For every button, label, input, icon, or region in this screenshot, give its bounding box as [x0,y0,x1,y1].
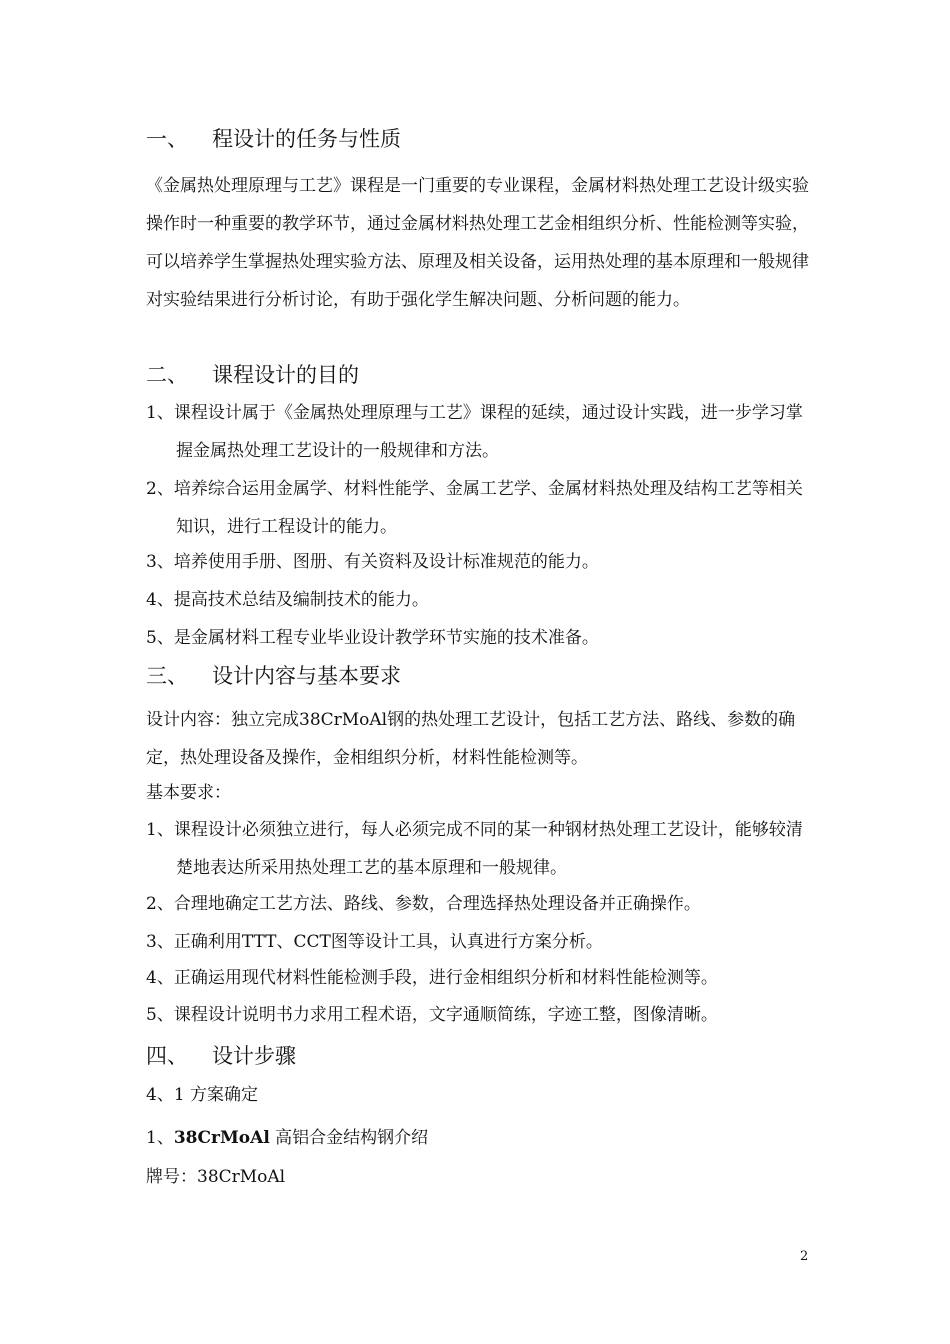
requirement-item-4: 4、正确运用现代材料性能检测手段，进行金相组织分析和材料性能检测等。 [146,968,718,988]
purpose-item-1: 1、课程设计属于《金属热处理原理与工艺》课程的延续，通过设计实践，进一步学习掌握金属热处理工艺设计的一般规律和方法。 [146,403,803,461]
section-4-heading [146,1040,296,1070]
section-3-number: 三、 [146,664,188,688]
requirement-item-1: 1、课程设计必须独立进行，每人必须完成不同的某一种钢材热处理工艺设计，能够较清楚地表达所采用热处理工艺的基本原理和一般规律。 [146,820,803,878]
steel-grade-bold: 38CrMoAl [173,1128,270,1148]
purpose-item-3: 3、培养使用手册、图册、有关资料及设计标准规范的能力。 [146,552,599,572]
section-3-heading [146,660,401,690]
section-4-number: 四、 [146,1044,188,1068]
steel-intro-prefix: 1、 [146,1128,174,1148]
purpose-item-4: 4、提高技术总结及编制技术的能力。 [146,590,429,610]
section-2-number: 二、 [146,363,188,387]
steel-intro-item [146,1119,818,1157]
requirement-item-3: 3、正确利用TTT、CCT图等设计工具，认真进行方案分析。 [146,932,603,952]
section-1-number: 一、 [146,127,188,151]
section-1-heading [146,123,401,153]
section-2-title: 课程设计的目的 [212,363,359,387]
section-4-title: 设计步骤 [212,1044,296,1068]
design-content: 设计内容：独立完成38CrMoAl钢的热处理工艺设计，包括工艺方法、路线、参数的确定，热处理设备及操作，金相组织分析，材料性能检测等。 [146,710,796,768]
purpose-item-2: 2、培养综合运用金属学、材料性能学、金属工艺学、金属材料热处理及结构工艺等相关知识，进行工程设计的能力。 [146,479,803,537]
section-1-body: 《金属热处理原理与工艺》课程是一门重要的专业课程，金属材料热处理工艺设计级实验操作时一种重要的教学环节，通过金属材料热处理工艺金相组织分析、性能检测等实验，可以培养学生掌握热处理实验方法、原理及相关设备，运用热处理的基本原理和一般规律对实验结果进行分析讨论，有助于强化学生解决问题、分析问题的能力。 [146,176,809,310]
section-2-heading [146,359,359,389]
page-number: 2 [800,1249,809,1264]
requirements-label: 基本要求： [146,783,231,803]
subsection-4-1: 4、1 方案确定 [146,1085,259,1105]
purpose-item-5: 5、是金属材料工程专业毕业设计教学环节实施的技术准备。 [146,628,599,648]
section-3-title: 设计内容与基本要求 [212,664,401,688]
steel-intro-text: 高铝合金结构钢介绍 [269,1128,429,1148]
requirement-item-2: 2、合理地确定工艺方法、路线、参数，合理选择热处理设备并正确操作。 [146,894,701,914]
section-1-title: 程设计的任务与性质 [212,127,401,151]
grade-line: 牌号：38CrMoAl [146,1167,286,1187]
requirement-item-5: 5、课程设计说明书力求用工程术语，文字通顺简练，字迹工整，图像清晰。 [146,1005,718,1025]
